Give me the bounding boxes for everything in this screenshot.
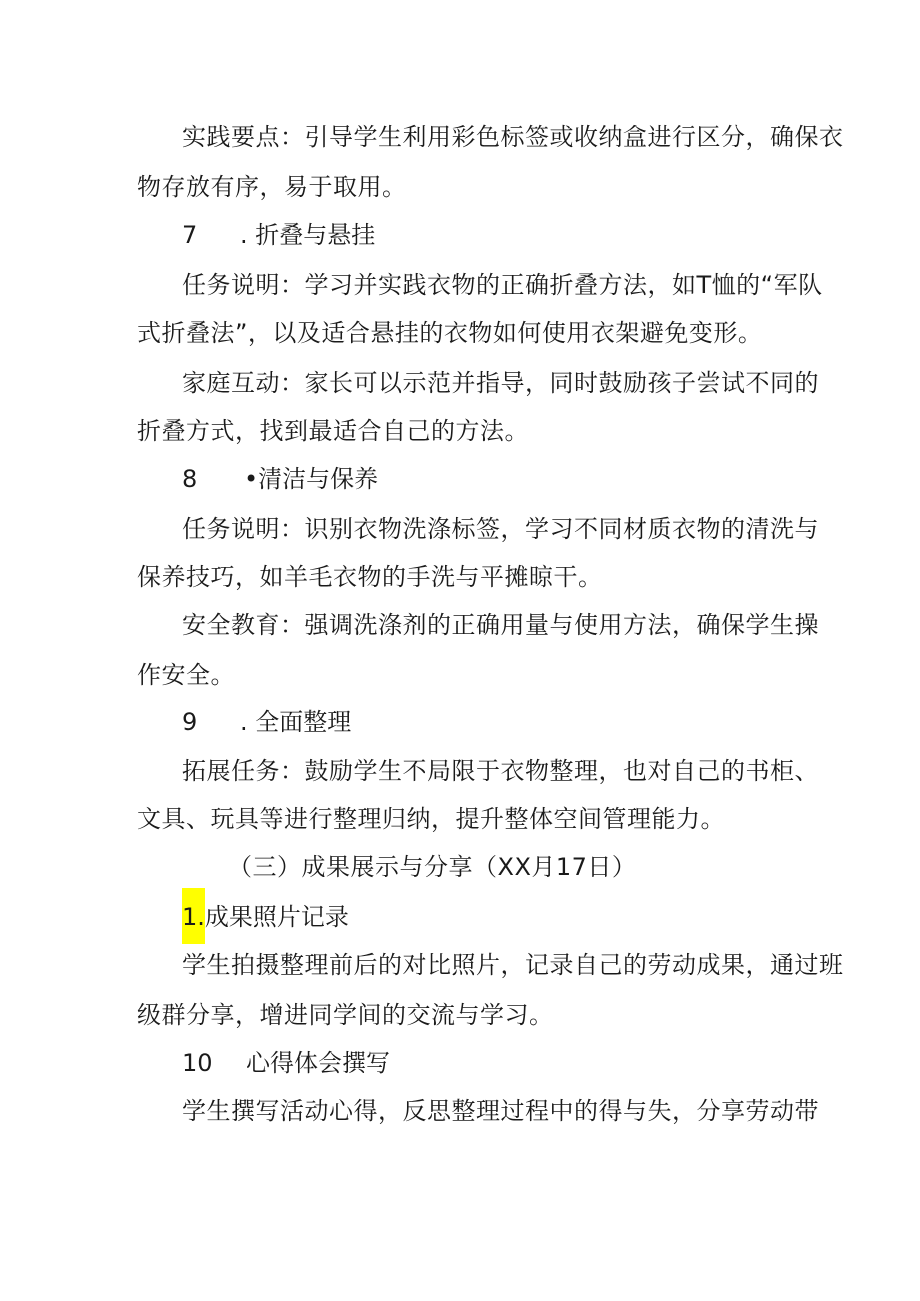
section-number: 7 bbox=[182, 221, 198, 249]
paragraph-line: 学生撰写活动心得，反思整理过程中的得与失，分享劳动带 bbox=[182, 1097, 819, 1125]
paragraph-line: 式折叠法”，以及适合悬挂的衣物如何使用衣架避免变形。 bbox=[137, 319, 763, 347]
paragraph-line: 文具、玩具等进行整理归纳，提升整体空间管理能力。 bbox=[137, 805, 725, 833]
section-title: 心得体会撰写 bbox=[246, 1049, 390, 1077]
section-number: 9 bbox=[182, 708, 198, 736]
paragraph-line: 任务说明：学习并实践衣物的正确折叠方法，如T恤的“军队 bbox=[182, 271, 823, 299]
section-title: •清洁与保养 bbox=[244, 465, 379, 493]
paragraph-line: 物存放有序，易于取用。 bbox=[137, 173, 407, 201]
highlighted-section-number: 1. bbox=[182, 888, 205, 944]
paragraph-line: 安全教育：强调洗涤剂的正确用量与使用方法，确保学生操 bbox=[182, 611, 819, 639]
section-title: 成果照片记录 bbox=[204, 903, 349, 931]
section-title: . 全面整理 bbox=[240, 708, 352, 736]
section-heading bbox=[182, 900, 349, 944]
paragraph-line: 级群分享，增进同学间的交流与学习。 bbox=[137, 1001, 554, 1029]
paragraph-line: 学生拍摄整理前后的对比照片，记录自己的劳动成果，通过班 bbox=[182, 951, 844, 979]
section-heading bbox=[182, 1046, 390, 1080]
paragraph-line: 作安全。 bbox=[137, 661, 235, 689]
paragraph-line: 任务说明：识别衣物洗涤标签，学习不同材质衣物的清洗与 bbox=[182, 515, 819, 543]
paragraph-line: 实践要点：引导学生利用彩色标签或收纳盒进行区分，确保衣 bbox=[182, 123, 844, 151]
subsection-heading: （三）成果展示与分享（XX月17日） bbox=[228, 853, 637, 881]
paragraph-line: 保养技巧，如羊毛衣物的手洗与平摊晾干。 bbox=[137, 563, 603, 591]
section-heading bbox=[182, 462, 378, 496]
paragraph-line: 家庭互动：家长可以示范并指导，同时鼓励孩子尝试不同的 bbox=[182, 369, 819, 397]
section-number: 8 bbox=[182, 465, 198, 493]
section-number: 10 bbox=[182, 1049, 213, 1077]
section-heading bbox=[182, 705, 351, 739]
paragraph-line: 拓展任务：鼓励学生不局限于衣物整理，也对自己的书柜、 bbox=[182, 757, 819, 785]
section-heading bbox=[182, 218, 375, 252]
section-title: . 折叠与悬挂 bbox=[240, 221, 376, 249]
paragraph-line: 折叠方式，找到最适合自己的方法。 bbox=[137, 417, 529, 445]
